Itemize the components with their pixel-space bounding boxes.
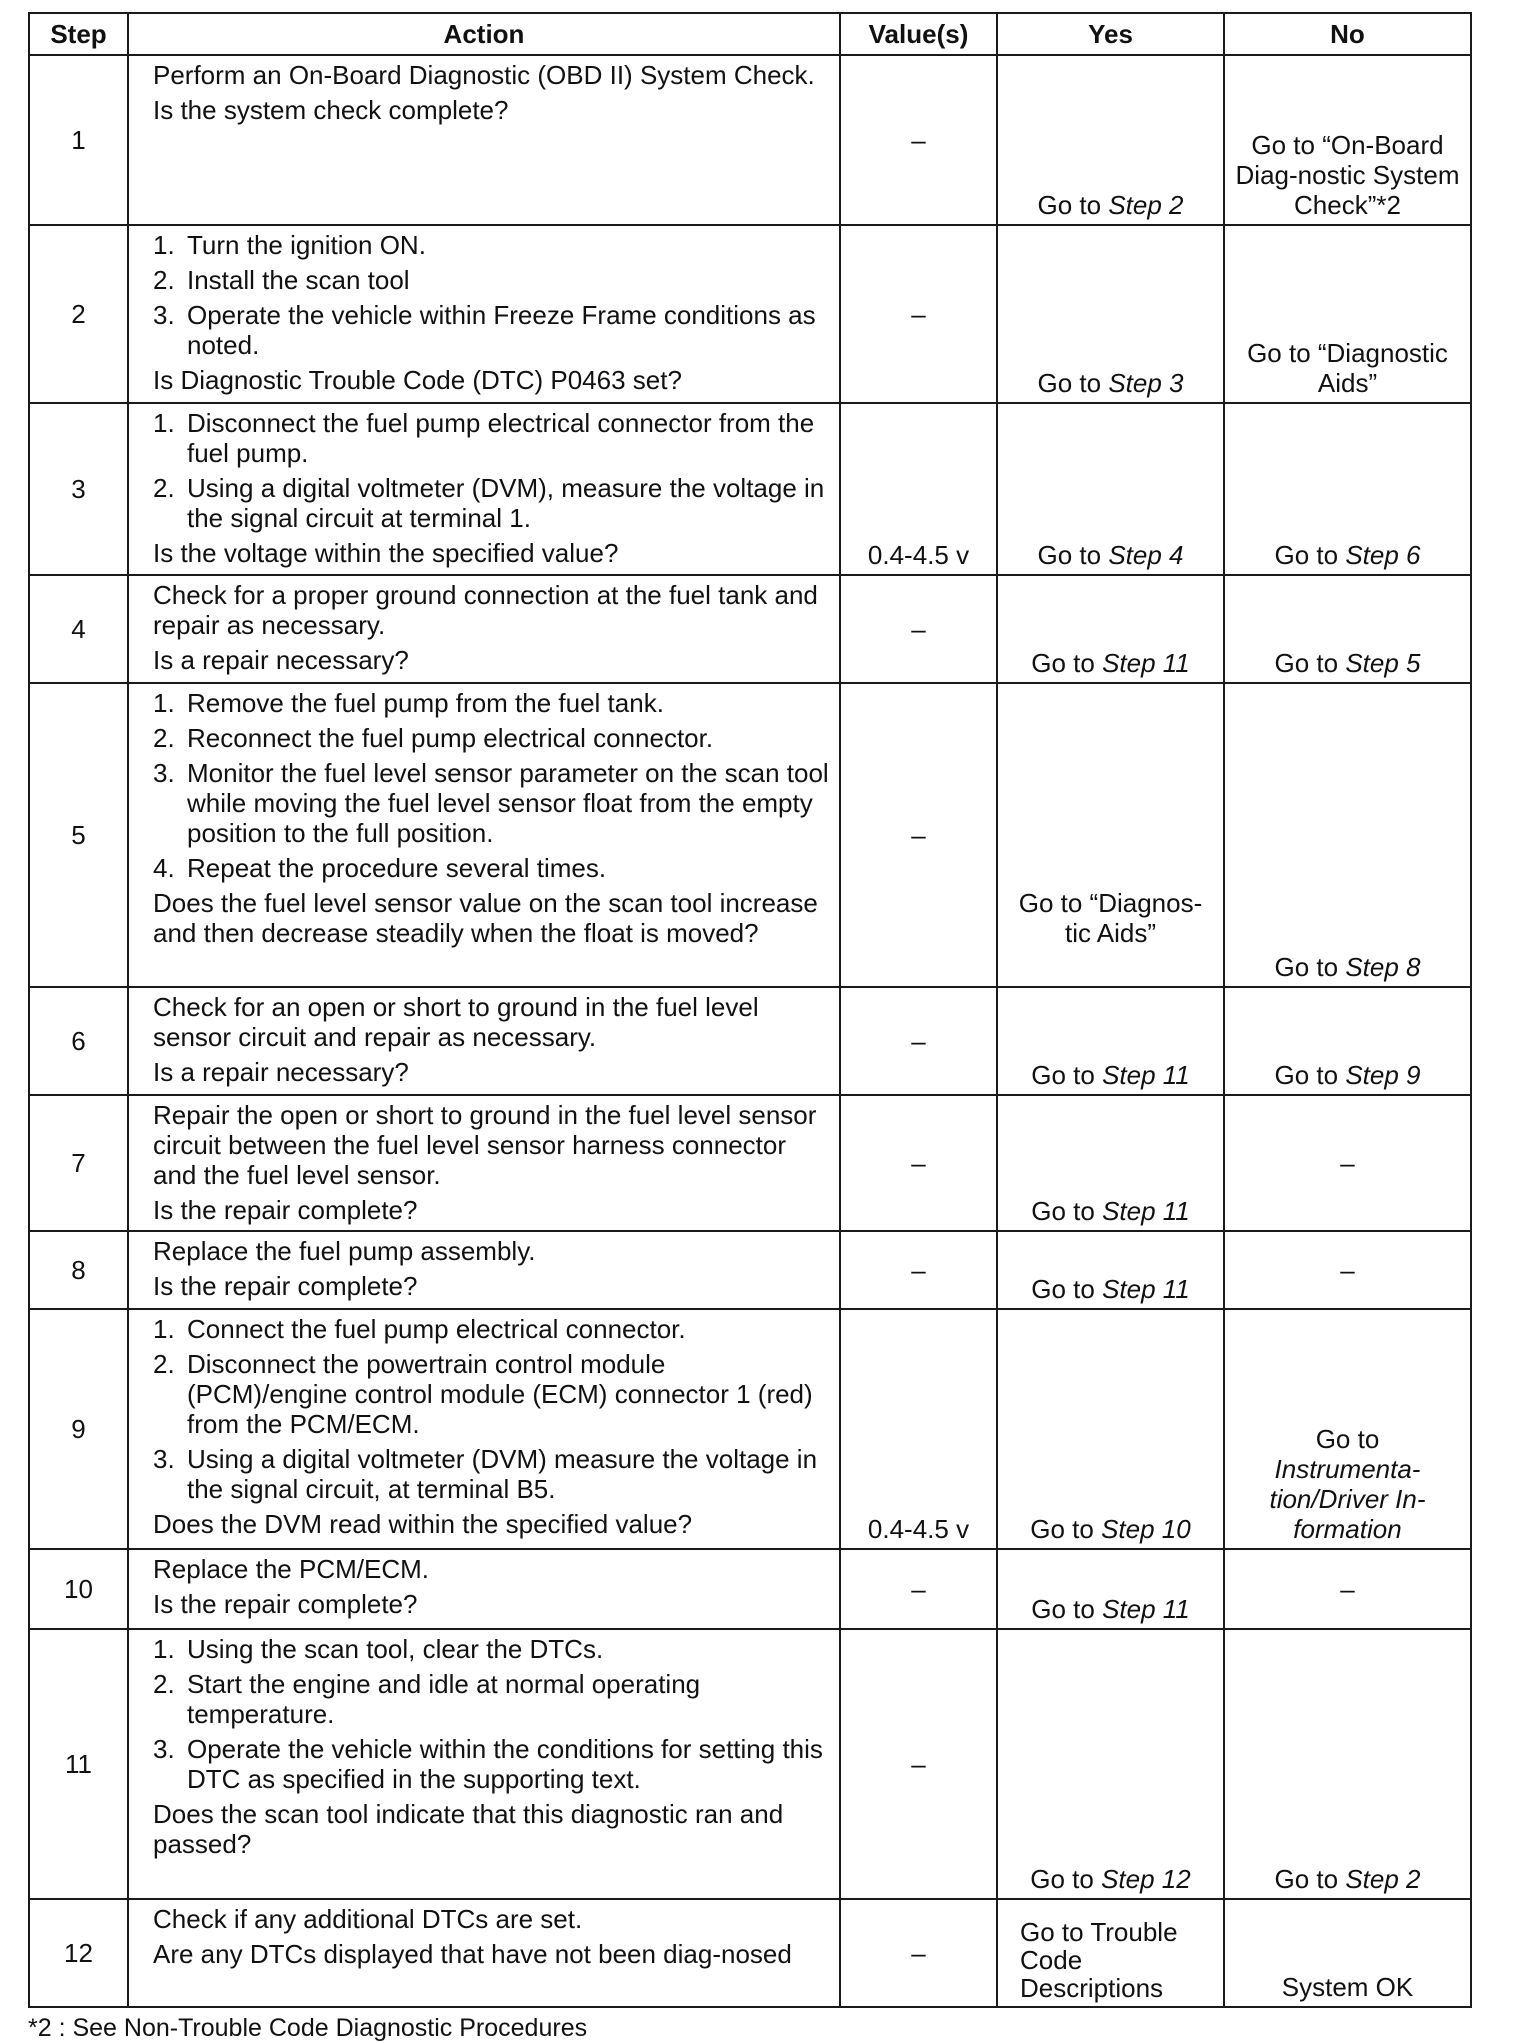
table-row [29, 1899, 1471, 2007]
yes-prefix: Go to [1037, 190, 1109, 220]
step-number: 4 [29, 575, 128, 683]
no-cell: System OK [1224, 1899, 1471, 2007]
action-question: Does the DVM read within the specified value? [153, 1509, 693, 1539]
yes-target: Step 2 [1108, 190, 1184, 220]
no-cell [1224, 575, 1471, 683]
yes-target: Step 4 [1108, 540, 1184, 570]
action-question: Are any DTCs displayed that have not been diag-nosed [153, 1939, 792, 1969]
yes-prefix: Go to [1031, 1594, 1103, 1624]
action-question: Is the voltage within the specified value? [153, 538, 619, 568]
action-step: 3. Operate the vehicle within Freeze Frame conditions as noted. [153, 300, 816, 360]
table-row [29, 683, 1471, 987]
yes-prefix: Go to [1031, 1274, 1103, 1304]
yes-cell [997, 987, 1224, 1095]
action-steps [153, 1314, 831, 1504]
no-cell [1224, 1629, 1471, 1899]
action-step: 1. Turn the ignition ON. [153, 230, 426, 260]
step-number: 3 [29, 403, 128, 575]
action-steps [153, 230, 831, 360]
action-question: Does the scan tool indicate that this diagnostic ran and passed? [153, 1799, 784, 1859]
no-cell: – [1224, 1549, 1471, 1629]
action-step: 1. Disconnect the fuel pump electrical connector from the fuel pump. [153, 408, 815, 468]
table-row [29, 55, 1471, 225]
no-cell: Go to “Diagnostic Aids” [1224, 225, 1471, 403]
action-step: 1. Connect the fuel pump electrical connector. [153, 1314, 686, 1344]
action-cell [128, 1549, 840, 1629]
yes-target: Step 11 [1102, 648, 1190, 678]
yes-cell [997, 1629, 1224, 1899]
value-cell: – [840, 1629, 997, 1899]
yes-target: Step 11 [1102, 1594, 1190, 1624]
yes-prefix: Go to [1031, 648, 1103, 678]
yes-target: Step 11 [1102, 1196, 1190, 1226]
yes-cell [997, 1095, 1224, 1231]
yes-target: Step 3 [1108, 368, 1184, 398]
value-cell: – [840, 225, 997, 403]
action-steps [153, 408, 831, 533]
value-cell: – [840, 683, 997, 987]
yes-cell [997, 1549, 1224, 1629]
yes-target: Step 12 [1101, 1864, 1191, 1894]
no-prefix: Go to [1274, 1060, 1346, 1090]
yes-prefix: Go to [1030, 1864, 1102, 1894]
action-steps [153, 1634, 831, 1794]
step-number: 1 [29, 55, 128, 225]
action-step: 2. Start the engine and idle at normal operating temperature. [153, 1669, 701, 1729]
action-cell [128, 1095, 840, 1231]
yes-cell [997, 575, 1224, 683]
action-cell [128, 1231, 840, 1309]
no-prefix: Go to [1274, 540, 1346, 570]
action-step: 2. Reconnect the fuel pump electrical connector. [153, 723, 714, 753]
step-number: 7 [29, 1095, 128, 1231]
action-question: Does the fuel level sensor value on the scan tool increase and then decrease steadily when the float is moved? [153, 888, 818, 948]
no-cell [1224, 683, 1471, 987]
table-row [29, 225, 1471, 403]
action-cell [128, 987, 840, 1095]
action-cell [128, 1309, 840, 1549]
action-text: Check for an open or short to ground in the fuel level sensor circuit and repair as necessary. [153, 992, 759, 1052]
footnote: *2 : See Non-Trouble Code Diagnostic Procedures [28, 2014, 588, 2042]
table-header-row [29, 13, 1471, 55]
yes-target: Step 11 [1102, 1060, 1190, 1090]
yes-target: Step 11 [1102, 1274, 1190, 1304]
no-prefix: Go to [1274, 952, 1346, 982]
action-cell [128, 575, 840, 683]
step-number: 8 [29, 1231, 128, 1309]
diagnostic-table [28, 12, 1472, 2008]
yes-prefix: Go to [1037, 540, 1109, 570]
action-step: 4. Repeat the procedure several times. [153, 853, 607, 883]
action-step: 1. Remove the fuel pump from the fuel tank. [153, 688, 664, 718]
diagnostic-document [28, 12, 1470, 2043]
action-step: 2. Install the scan tool [153, 265, 410, 295]
no-cell [1224, 1309, 1471, 1549]
yes-prefix: Go to [1037, 368, 1109, 398]
yes-cell: Go to Trouble Code Descriptions [997, 1899, 1224, 2007]
action-text: Perform an On-Board Diagnostic (OBD II) System Check. [153, 60, 815, 90]
step-number: 6 [29, 987, 128, 1095]
table-row [29, 1309, 1471, 1549]
action-question: Is the repair complete? [153, 1589, 418, 1619]
table-row [29, 403, 1471, 575]
table-row [29, 987, 1471, 1095]
no-prefix: Go to [1315, 1424, 1380, 1454]
no-prefix: Go to [1274, 648, 1346, 678]
no-target: Step 5 [1345, 648, 1421, 678]
table-row [29, 1549, 1471, 1629]
yes-cell [997, 403, 1224, 575]
header-no: No [1224, 13, 1471, 55]
header-values: Value(s) [840, 13, 997, 55]
yes-prefix: Go to [1031, 1196, 1103, 1226]
action-question: Is a repair necessary? [153, 645, 409, 675]
no-target: Step 8 [1345, 952, 1421, 982]
value-cell: – [840, 1231, 997, 1309]
no-cell: – [1224, 1231, 1471, 1309]
action-step: 3. Using a digital voltmeter (DVM) measure the voltage in the signal circuit, at terminal B5. [153, 1444, 818, 1504]
value-cell: – [840, 575, 997, 683]
no-target: Step 2 [1345, 1864, 1421, 1894]
action-text: Check for a proper ground connection at the fuel tank and repair as necessary. [153, 580, 818, 640]
action-text: Repair the open or short to ground in the fuel level sensor circuit between the fuel level sensor harness connector and the fuel level sensor. [153, 1100, 817, 1190]
value-cell: 0.4-4.5 v [840, 403, 997, 575]
step-number: 10 [29, 1549, 128, 1629]
step-number: 11 [29, 1629, 128, 1899]
action-step: 3. Monitor the fuel level sensor parameter on the scan tool while moving the fuel level sensor float from the empty position to the full position. [153, 758, 829, 848]
yes-prefix: Go to [1031, 1060, 1103, 1090]
action-question: Is the repair complete? [153, 1271, 418, 1301]
table-row [29, 575, 1471, 683]
action-step: 3. Operate the vehicle within the conditions for setting this DTC as specified in the supporting text. [153, 1734, 823, 1794]
no-prefix: Go to [1274, 1864, 1346, 1894]
action-question: Is the repair complete? [153, 1195, 418, 1225]
action-cell [128, 683, 840, 987]
action-cell [128, 225, 840, 403]
yes-prefix: Go to [1030, 1514, 1102, 1544]
header-step: Step [29, 13, 128, 55]
header-action: Action [128, 13, 840, 55]
value-cell: – [840, 1095, 997, 1231]
step-number: 12 [29, 1899, 128, 2007]
no-target: Step 6 [1345, 540, 1421, 570]
no-target: Instrumenta-tion/Driver In-formation [1269, 1454, 1426, 1544]
no-cell: – [1224, 1095, 1471, 1231]
action-cell [128, 1629, 840, 1899]
action-cell [128, 55, 840, 225]
no-cell: Go to “On-Board Diag-nostic System Check”*2 [1224, 55, 1471, 225]
action-question: Is the system check complete? [153, 95, 509, 125]
action-question: Is Diagnostic Trouble Code (DTC) P0463 set? [153, 365, 682, 395]
value-cell: – [840, 55, 997, 225]
value-cell: – [840, 1549, 997, 1629]
header-yes: Yes [997, 13, 1224, 55]
no-target: Step 9 [1345, 1060, 1421, 1090]
action-text: Replace the fuel pump assembly. [153, 1236, 536, 1266]
value-cell: 0.4-4.5 v [840, 1309, 997, 1549]
no-cell [1224, 987, 1471, 1095]
yes-cell [997, 225, 1224, 403]
table-row [29, 1629, 1471, 1899]
step-number: 9 [29, 1309, 128, 1549]
table-row [29, 1231, 1471, 1309]
yes-cell [997, 55, 1224, 225]
action-text: Check if any additional DTCs are set. [153, 1904, 583, 1934]
step-number: 2 [29, 225, 128, 403]
action-cell [128, 403, 840, 575]
yes-cell [997, 1231, 1224, 1309]
yes-cell [997, 1309, 1224, 1549]
step-number: 5 [29, 683, 128, 987]
action-question: Is a repair necessary? [153, 1057, 409, 1087]
action-step: 1. Using the scan tool, clear the DTCs. [153, 1634, 604, 1664]
value-cell: – [840, 1899, 997, 2007]
no-cell [1224, 403, 1471, 575]
action-text: Replace the PCM/ECM. [153, 1554, 429, 1584]
action-step: 2. Disconnect the powertrain control module (PCM)/engine control module (ECM) connector 1 (red) from the PCM/ECM. [153, 1349, 813, 1439]
action-step: 2. Using a digital voltmeter (DVM), measure the voltage in the signal circuit at terminal 1. [153, 473, 825, 533]
action-cell [128, 1899, 840, 2007]
yes-cell: Go to “Diagnos-tic Aids” [997, 683, 1224, 987]
yes-target: Step 10 [1101, 1514, 1191, 1544]
value-cell: – [840, 987, 997, 1095]
table-row [29, 1095, 1471, 1231]
action-steps [153, 688, 831, 883]
